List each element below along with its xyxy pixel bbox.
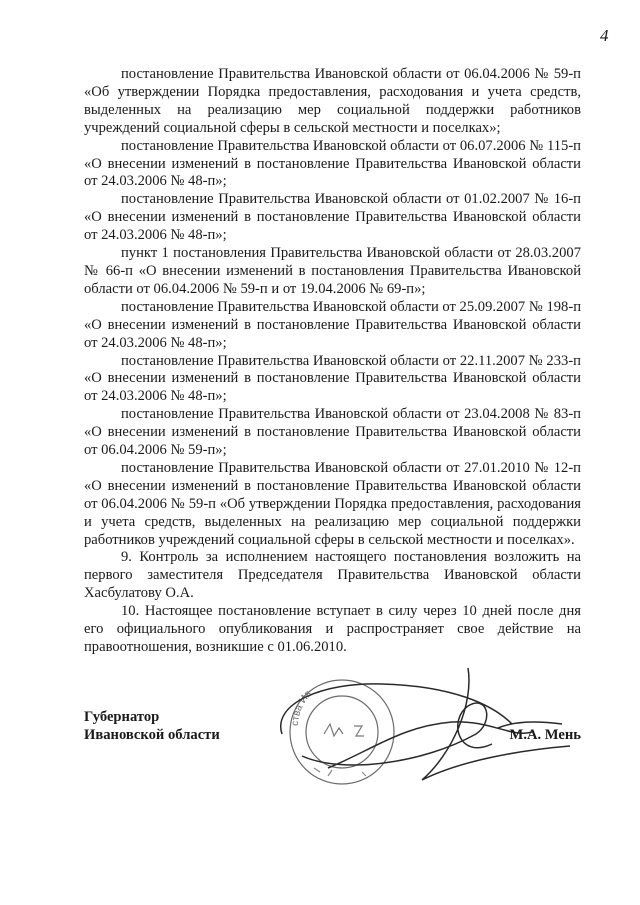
paragraph: постановление Правительства Ивановской области от 25.09.2007 № 198-п «О внесении изменений в постановление Правительства Ивановской области от 24.03.2006 № 48-п»; — [84, 298, 582, 351]
paragraph: постановление Правительства Ивановской области от 27.01.2010 № 12-п «О внесении изменений в постановление Правительства Ивановской области от 06.04.2006 № 59-п «Об утверждении Порядка предоставления, расходования и учета средств, выделенных на реализацию мер социальной поддержки работников учреждений социальной сферы в сельской местности и поселках». — [84, 459, 581, 548]
seal-text: ства Ив — [289, 688, 314, 727]
signatory-name: М.А. Мень — [509, 727, 581, 743]
paragraph: постановление Правительства Ивановской области от 06.04.2006 № 59-п «Об утверждении Порядка предоставления, расходования и учета средств, выделенных на реализацию мер социальной поддержки работников учреждений социальной сферы в сельской местности и поселках»; — [84, 66, 581, 136]
paragraph: постановление Правительства Ивановской области от 06.07.2006 № 115-п «О внесении изменений в постановление Правительства Ивановской области от 24.03.2006 № 48-п»; — [84, 137, 581, 190]
paragraph: 9. Контроль за исполнением настоящего постановления возложить на первого заместителя Председателя Правительства Ивановской области Хасбулатову О.А. — [84, 549, 581, 602]
paragraph: пункт 1 постановления Правительства Ивановской области от 28.03.2007 № 66-п «О внесении изменений в постановления Правительства Ивановской области от 06.04.2006 № 59-п и от 19.04.2006 № 69-п»; — [84, 245, 581, 297]
signatory-title-line2: Ивановской области — [84, 727, 220, 743]
signatory-title — [84, 708, 220, 744]
page-number: 4 — [600, 26, 609, 45]
paragraph: 10. Настоящее постановление вступает в силу через 10 дней после дня его официального опубликования и распространяет свое действие на правоотношения, возникшие с 01.06.2010. — [84, 603, 581, 655]
document-body — [84, 66, 581, 657]
paragraph: постановление Правительства Ивановской области от 22.11.2007 № 233-п «О внесении изменений в постановление Правительства Ивановской области от 24.03.2006 № 48-п»; — [84, 352, 581, 405]
signatory-title-line1: Губернатор — [84, 709, 160, 725]
signature-block — [84, 708, 581, 788]
paragraph: постановление Правительства Ивановской области от 23.04.2008 № 83-п «О внесении изменений в постановление Правительства Ивановской области от 06.04.2006 № 59-п»; — [84, 406, 581, 459]
paragraph: постановление Правительства Ивановской области от 01.02.2007 № 16-п «О внесении изменений в постановление Правительства Ивановской области от 24.03.2006 № 48-п»; — [84, 191, 581, 244]
